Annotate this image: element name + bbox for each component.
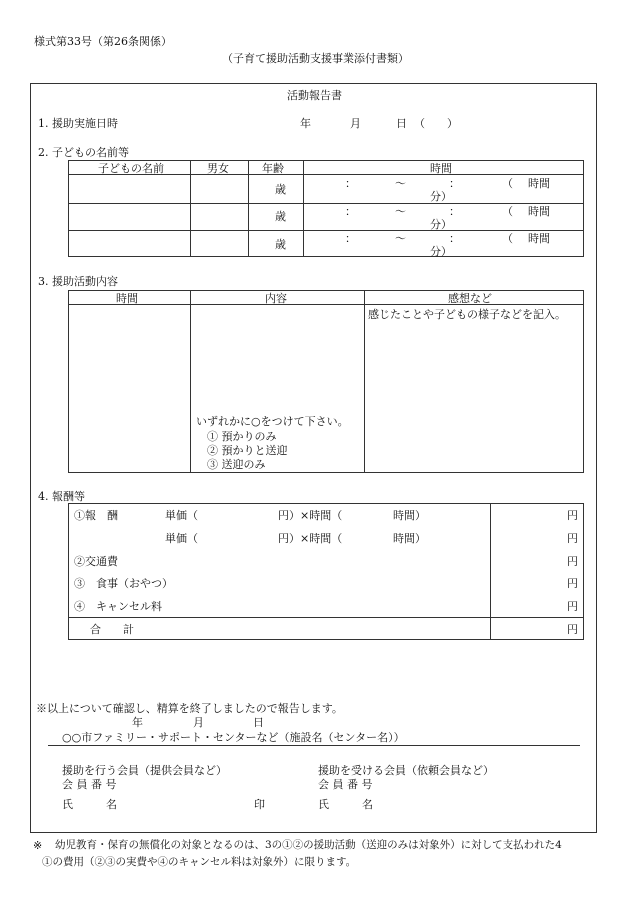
section1-year: 年 [300, 117, 311, 130]
col-activity-time: 時間 [116, 292, 138, 305]
fee2-hours: 時間） [393, 532, 426, 545]
row3-minutes: 分） [430, 245, 452, 258]
row1-age: 歳 [275, 183, 286, 196]
row3-hours: 時間 [528, 232, 550, 245]
fee2-yen: 円 [567, 532, 578, 545]
option-childcare-only: ① 預かりのみ [207, 430, 277, 443]
fee-label: ①報 酬 [74, 509, 118, 522]
row2-hours: 時間 [528, 205, 550, 218]
attachment-note: （子育て援助活動支援事業添付書類） [222, 52, 409, 65]
confirmation-statement: ※以上について確認し、精算を終了しましたので報告します。 [36, 702, 343, 715]
transport-yen: 円 [567, 555, 578, 568]
section1-weekday: （ ） [414, 117, 458, 130]
document-title: 活動報告書 [287, 89, 342, 102]
row2-paren: （ [502, 205, 513, 218]
choice-instruction: いずれかに○をつけて下さい。 [196, 415, 349, 428]
col-activity-content: 内容 [265, 292, 287, 305]
col-time: 時間 [430, 162, 452, 175]
facility-name: ○○市ファミリー・サポート・センターなど（施設名（センター名）） [62, 731, 405, 744]
col-impressions: 感想など [448, 292, 492, 305]
row1-paren: （ [502, 177, 513, 190]
meal-yen: 円 [567, 577, 578, 590]
row3-tilde: 〜 [395, 232, 406, 245]
section3-label: 3. 援助活動内容 [38, 275, 118, 288]
form-number: 様式第33号（第26条関係） [34, 35, 172, 48]
row1-hours: 時間 [528, 177, 550, 190]
col-child-name: 子どもの名前 [98, 162, 164, 175]
row1-tilde: 〜 [395, 177, 406, 190]
fee1-yen-times: 円）×時間（ [278, 509, 343, 522]
meal-label: ③ 食事（おやつ） [74, 577, 173, 590]
confirmation-day: 日 [253, 716, 264, 729]
row3-paren: （ [502, 232, 513, 245]
total-yen: 円 [567, 623, 578, 636]
section1-label: 1. 援助実施日時 [38, 117, 118, 130]
row2-colon2: ： [449, 205, 460, 218]
section4-label: 4. 報酬等 [38, 490, 85, 503]
footnote-line2: ①の費用（②③の実費や④のキャンセル料は対象外）に限ります。 [42, 856, 357, 868]
confirmation-month: 月 [193, 716, 204, 729]
fee2-yen-times: 円）×時間（ [278, 532, 343, 545]
option-transport-only: ③ 送迎のみ [207, 458, 266, 471]
transport-label: ②交通費 [74, 555, 118, 568]
fee1-yen: 円 [567, 509, 578, 522]
impressions-note: 感じたことや子どもの様子などを記入。 [368, 308, 566, 321]
section2-label: 2. 子どもの名前等 [38, 146, 129, 159]
fee-table [68, 503, 584, 640]
total-label: 合 計 [90, 623, 134, 636]
row2-tilde: 〜 [395, 205, 406, 218]
cancel-label: ④ キャンセル料 [74, 600, 162, 613]
confirmation-year: 年 [132, 716, 143, 729]
provider-title: 援助を行う会員（提供会員など） [62, 764, 227, 777]
facility-underline [48, 745, 580, 746]
provider-member-no: 会 員 番 号 [62, 778, 117, 791]
row3-age: 歳 [275, 238, 286, 251]
row3-colon1: ： [345, 232, 356, 245]
receiver-member-no: 会 員 番 号 [318, 778, 373, 791]
receiver-title: 援助を受ける会員（依頼会員など） [318, 764, 494, 777]
row2-age: 歳 [275, 210, 286, 223]
fee1-hours: 時間） [393, 509, 426, 522]
fee1-unit-price: 単価（ [165, 509, 198, 522]
section1-month: 月 [350, 117, 361, 130]
row3-colon2: ： [449, 232, 460, 245]
receiver-name: 氏 名 [318, 798, 373, 811]
fee2-unit-price: 単価（ [165, 532, 198, 545]
seal-mark: 印 [254, 798, 265, 811]
row1-minutes: 分） [430, 190, 452, 203]
row2-minutes: 分） [430, 218, 452, 231]
col-gender: 男女 [207, 162, 229, 175]
row1-colon1: ： [345, 177, 356, 190]
col-age: 年齢 [262, 162, 284, 175]
provider-name: 氏 名 [62, 798, 117, 811]
row2-colon1: ： [345, 205, 356, 218]
section1-day: 日 [396, 117, 407, 130]
option-childcare-and-transport: ② 預かりと送迎 [207, 444, 288, 457]
row1-colon2: ： [449, 177, 460, 190]
footnote-line1: 幼児教育・保育の無償化の対象となるのは、3の①②の援助活動（送迎のみは対象外）に対して支払われた4 [55, 839, 562, 851]
cancel-yen: 円 [567, 600, 578, 613]
footnote-mark: ※ [33, 839, 43, 852]
